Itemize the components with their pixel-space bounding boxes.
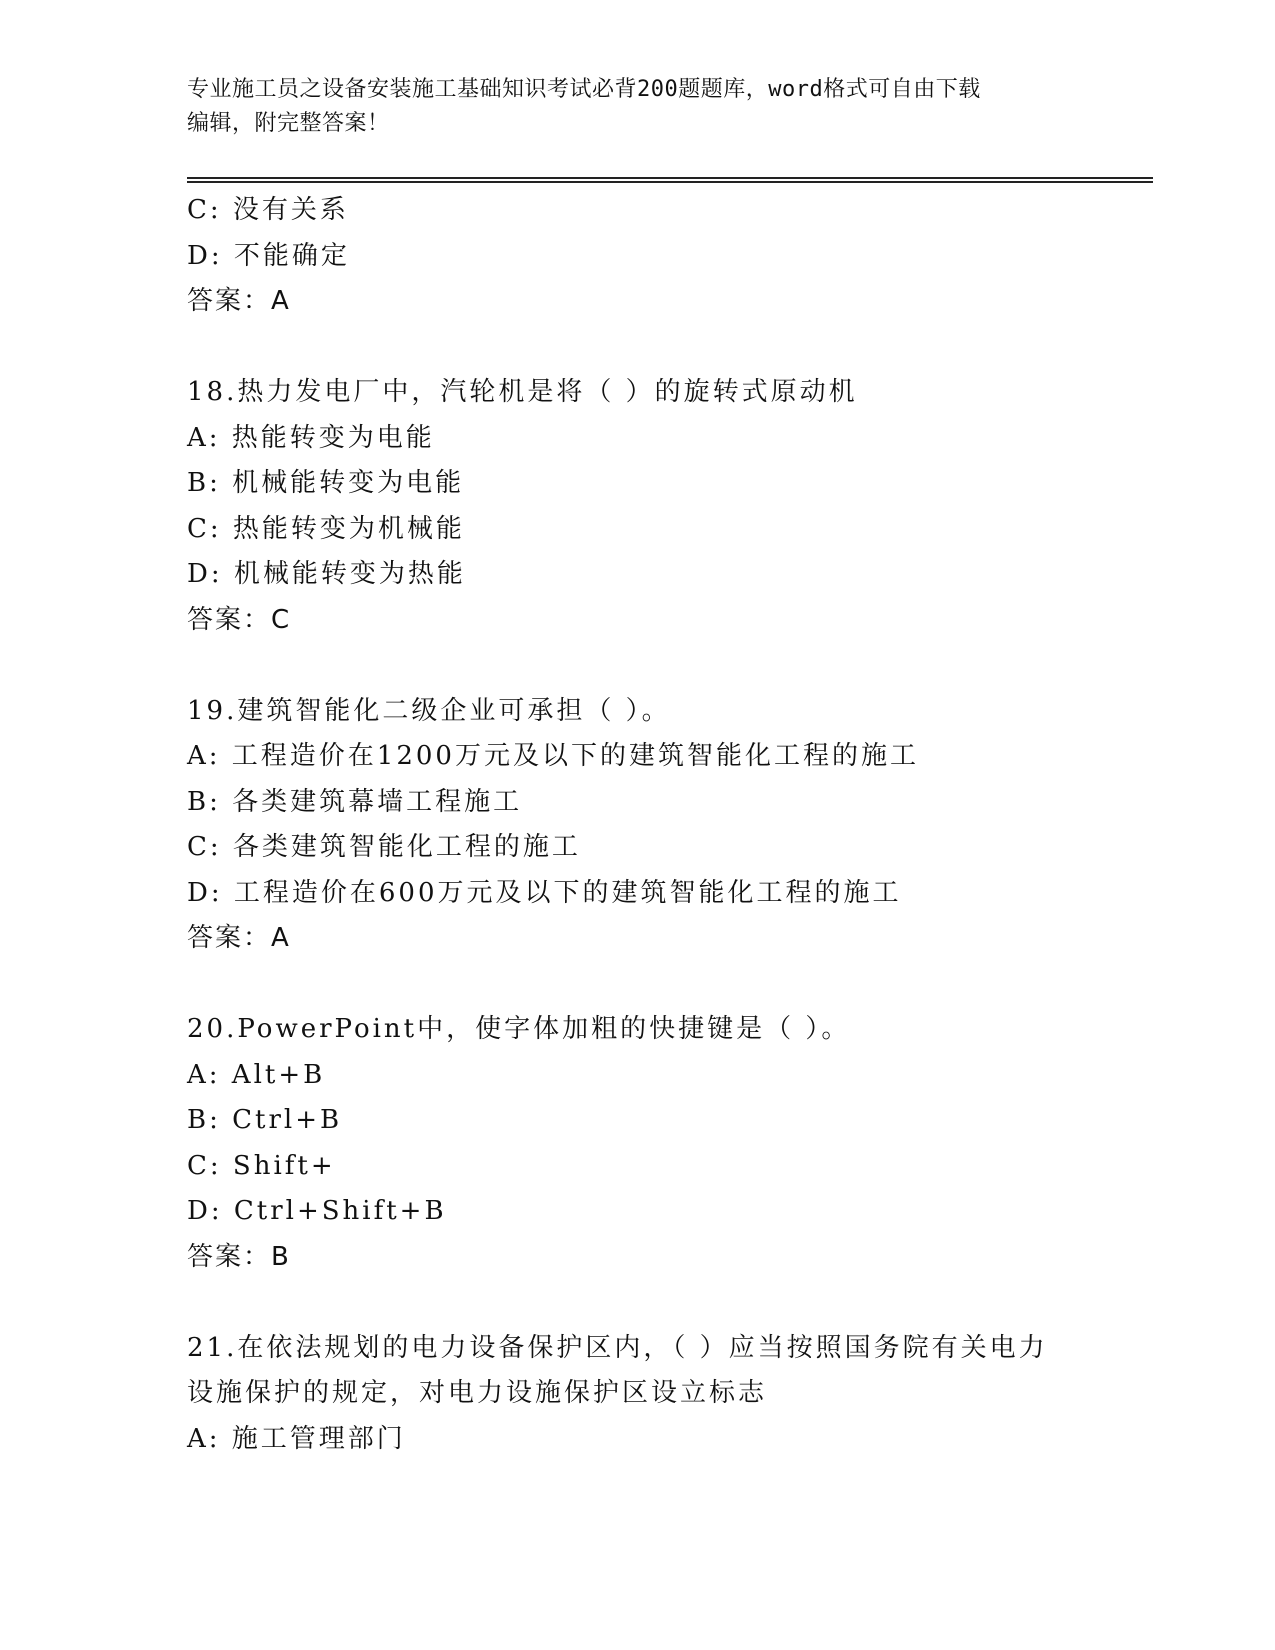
spacer <box>187 325 1147 371</box>
q18-option-c: C: 热能转变为机械能 <box>187 513 465 544</box>
q18-option-b: B: 机械能转变为电能 <box>187 468 465 498</box>
q18-stem: 18.热力发电厂中，汽轮机是将（ ）的旋转式原动机 <box>187 377 858 407</box>
header-divider-top <box>187 177 1153 179</box>
q18-option-d: D: 机械能转变为热能 <box>187 559 466 589</box>
q19-option-c: C: 各类建筑智能化工程的施工 <box>187 832 581 862</box>
q19-stem: 19.建筑智能化二级企业可承担（ ）。 <box>187 695 671 726</box>
q21-option-a: A: 施工管理部门 <box>187 1423 406 1454</box>
spacer <box>187 962 1147 1008</box>
document-header <box>187 73 1087 141</box>
spacer <box>187 643 1147 689</box>
q20-option-d: D: Ctrl+Shift+B <box>187 1196 447 1226</box>
q19-option-d: D: 工程造价在600万元及以下的建筑智能化工程的施工 <box>187 877 902 908</box>
q21-stem-line-2: 设施保护的规定，对电力设施保护区设立标志 <box>187 1378 768 1408</box>
q18-answer: 答案：C <box>187 604 292 635</box>
q17-answer: 答案：A <box>187 286 291 316</box>
q18-option-a: A: 热能转变为电能 <box>187 422 435 453</box>
q17-option-c: C: 没有关系 <box>187 195 349 225</box>
q19-option-a: A: 工程造价在1200万元及以下的建筑智能化工程的施工 <box>187 741 919 771</box>
q21-stem-line-1: 21.在依法规划的电力设备保护区内，（ ）应当按照国务院有关电力 <box>187 1332 1048 1363</box>
header-title-line-1: 专业施工员之设备安装施工基础知识考试必背200题题库，word格式可自由下载 <box>187 77 981 102</box>
q20-option-a: A: Alt+B <box>187 1059 326 1090</box>
spacer <box>187 1280 1147 1326</box>
header-title-line-2: 编辑，附完整答案！ <box>187 111 390 136</box>
q20-option-b: B: Ctrl+B <box>187 1105 343 1135</box>
q20-answer: 答案：B <box>187 1241 291 1272</box>
q20-stem: 20.PowerPoint中，使字体加粗的快捷键是（ ）。 <box>187 1014 851 1044</box>
q20-option-c: C: Shift+ <box>187 1150 336 1181</box>
q19-option-b: B: 各类建筑幕墙工程施工 <box>187 786 523 817</box>
header-divider-bottom <box>187 181 1153 183</box>
q19-answer: 答案：A <box>187 923 291 953</box>
question-content <box>187 188 1147 1462</box>
q17-option-d: D: 不能确定 <box>187 240 350 271</box>
